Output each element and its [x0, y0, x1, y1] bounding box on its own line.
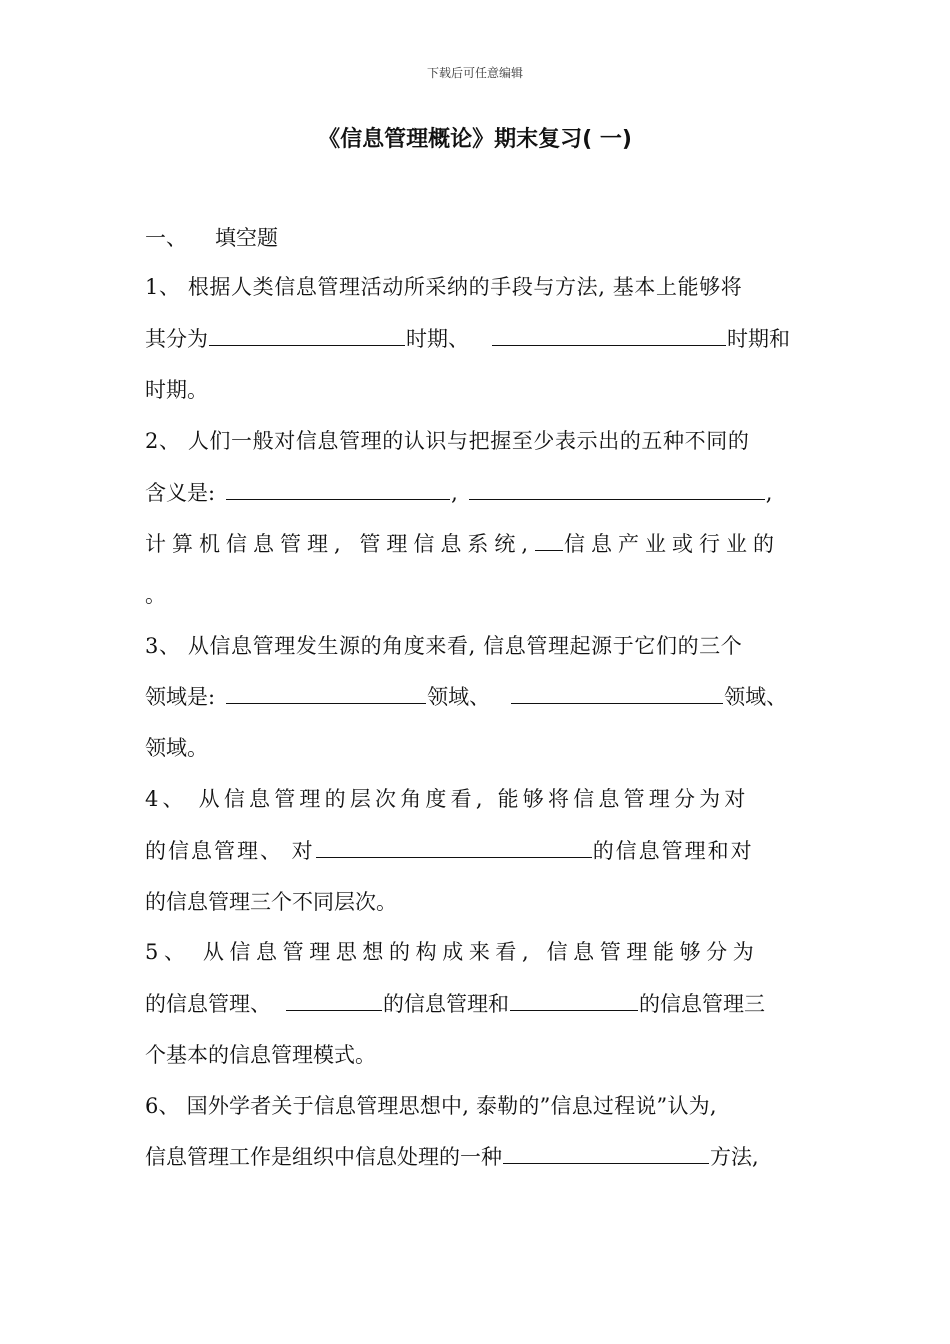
q5-line3: 个基本的信息管理模式。: [145, 1043, 376, 1067]
q2-text-c: ,: [765, 481, 773, 505]
q2-text-d: 计算机信息管理, 管理信息系统,: [145, 532, 535, 556]
q2-blank-1: [226, 477, 450, 500]
document-title: 《信息管理概论》期末复习( 一): [318, 127, 632, 152]
q5-text-a: 的信息管理、: [145, 992, 271, 1016]
q4-line3: 的信息管理三个不同层次。: [145, 890, 397, 914]
q5-text-b: 的信息管理和: [383, 992, 509, 1016]
q2-line1: 2、 人们一般对信息管理的认识与把握至少表示出的五种不同的: [145, 429, 750, 453]
q2-blank-3: [535, 528, 563, 551]
q5-blank-2: [510, 988, 638, 1011]
q3-line3: 领域。: [145, 736, 208, 760]
q6-blank-1: [503, 1141, 709, 1164]
q1-text-a: 其分为: [145, 327, 208, 351]
section-heading: [145, 221, 810, 255]
q3-blank-1: [226, 681, 426, 704]
q1-text-b: 时期、: [406, 327, 469, 351]
q2-text-e: 信息产业或行业的: [564, 532, 781, 556]
q3-line2: [145, 680, 810, 714]
q3-text-a: 领域是:: [145, 685, 216, 709]
q1-blank-1: [209, 323, 405, 346]
q4-line1: 4、 从信息管理的层次角度看, 能够将信息管理分为对: [145, 787, 750, 811]
q6-line1: 6、 国外学者关于信息管理思想中, 泰勒的”信息过程说”认为,: [145, 1094, 717, 1118]
q6-line2: [145, 1140, 810, 1174]
q4-text-b: 的信息管理和对: [592, 839, 754, 863]
section-number: 一、: [145, 226, 187, 250]
q2-blank-2: [469, 477, 765, 500]
q5-text-c: 的信息管理三: [639, 992, 765, 1016]
q5-line2: [145, 987, 810, 1021]
q4-blank-1: [316, 835, 592, 858]
q2-line2: [145, 476, 810, 510]
q4-line2: [145, 834, 810, 868]
q3-line1: 3、 从信息管理发生源的角度来看, 信息管理起源于它们的三个: [145, 634, 743, 658]
q2-text-a: 含义是:: [145, 481, 216, 505]
q1-blank-2: [492, 323, 726, 346]
q6-text-a: 信息管理工作是组织中信息处理的一种: [145, 1145, 502, 1169]
q2-line4: 。: [145, 583, 166, 607]
q5-blank-1: [286, 988, 382, 1011]
q3-text-c: 领域、: [724, 685, 788, 709]
q2-line3: [145, 527, 810, 561]
q1-line2: [145, 322, 810, 356]
q6-text-b: 方法,: [710, 1145, 759, 1169]
q5-line1: 5、 从信息管理思想的构成来看, 信息管理能够分为: [145, 940, 760, 964]
q1-text-c: 时期和: [727, 327, 790, 351]
q3-blank-2: [511, 681, 723, 704]
q1-line3: 时期。: [145, 378, 208, 402]
q4-text-a: 的信息管理、 对: [145, 839, 315, 863]
page-header: 下载后可任意编辑: [426, 66, 523, 80]
q2-text-b: ,: [451, 481, 458, 505]
q3-text-b: 领域、: [427, 685, 491, 709]
q1-line1: 1、 根据人类信息管理活动所采纳的手段与方法, 基本上能够将: [145, 275, 743, 299]
section-label: 填空题: [215, 226, 278, 250]
